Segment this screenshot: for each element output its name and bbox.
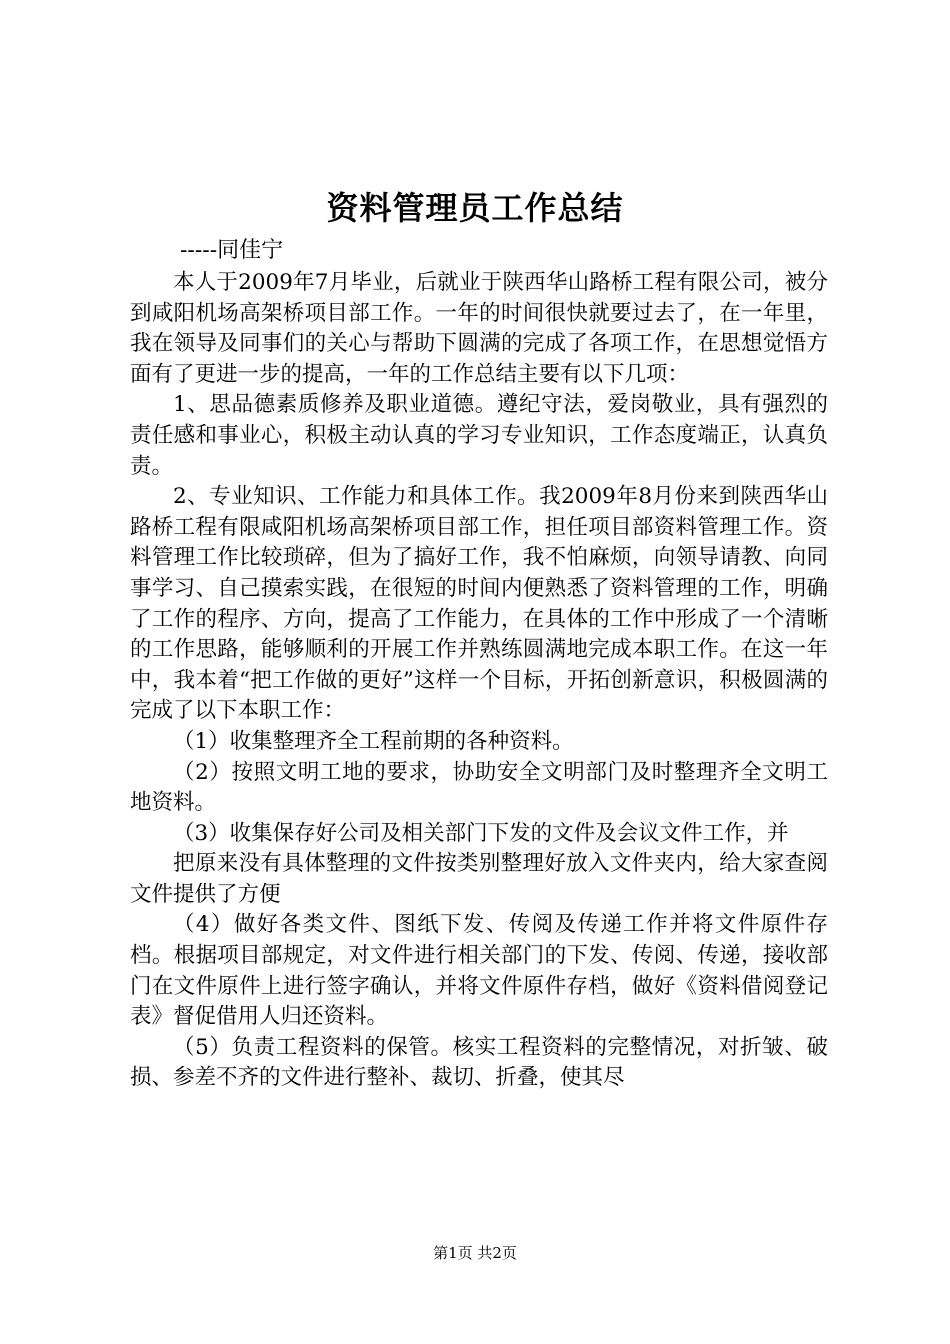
page-footer: 第1页 共2页	[433, 1244, 517, 1262]
paragraph: 把原来没有具体整理的文件按类别整理好放入文件夹内，给大家查阅文件提供了方便	[130, 851, 828, 907]
paragraph: （1）收集整理齐全工程前期的各种资料。	[173, 728, 574, 754]
document-body	[130, 268, 828, 1094]
paragraph: 1、思品德素质修养及职业道德。遵纪守法，爱岗敬业，具有强烈的责任感和事业心，积极主动认真的学习专业知识，工作态度端正，认真负责。	[130, 392, 828, 479]
paragraph: （4）做好各类文件、图纸下发、传阅及传递工作并将文件原件存档。根据项目部规定，对文件进行相关部门的下发、传阅、传递，接收部门在文件原件上进行签字确认，并将文件原件存档，做好《资料借阅登记表》督促借用人归还资料。	[130, 912, 828, 1030]
paragraph: （5）负责工程资料的保管。核实工程资料的完整情况，对折皱、破损、参差不齐的文件进行整补、裁切、折叠，使其尽	[130, 1034, 828, 1091]
paragraph: （2）按照文明工地的要求，协助安全文明部门及时整理齐全文明工地资料。	[130, 759, 828, 816]
paragraph: 2、专业知识、工作能力和具体工作。我2009年8月份来到陕西华山路桥工程有限咸阳机场高架桥项目部工作，担任项目部资料管理工作。资料管理工作比较琐碎，但为了搞好工作，我不怕麻烦，向领导请教、向同事学习、自己摸索实践，在很短的时间内便熟悉了资料管理的工作，明确了工作的程序、方向，提高了工作能力，在具体的工作中形成了一个清晰的工作思路，能够顺利的开展工作并熟练圆满地完成本职工作。在这一年中，我本着“把工作做的更好”这样一个目标，开拓创新意识，积极圆满的完成了以下本职工作：	[130, 484, 828, 724]
paragraph: （3）收集保存好公司及相关部门下发的文件及会议文件工作，并	[173, 820, 789, 846]
author-line: -----同佳宁	[180, 238, 284, 263]
paragraph: 本人于2009年7月毕业，后就业于陕西华山路桥工程有限公司，被分到咸阳机场高架桥项目部工作。一年的时间很快就要过去了，在一年里，我在领导及同事们的关心与帮助下圆满的完成了各项工作，在思想觉悟方面有了更进一步的提高，一年的工作总结主要有以下几项：	[130, 270, 828, 387]
document-title: 资料管理员工作总结	[326, 189, 624, 227]
